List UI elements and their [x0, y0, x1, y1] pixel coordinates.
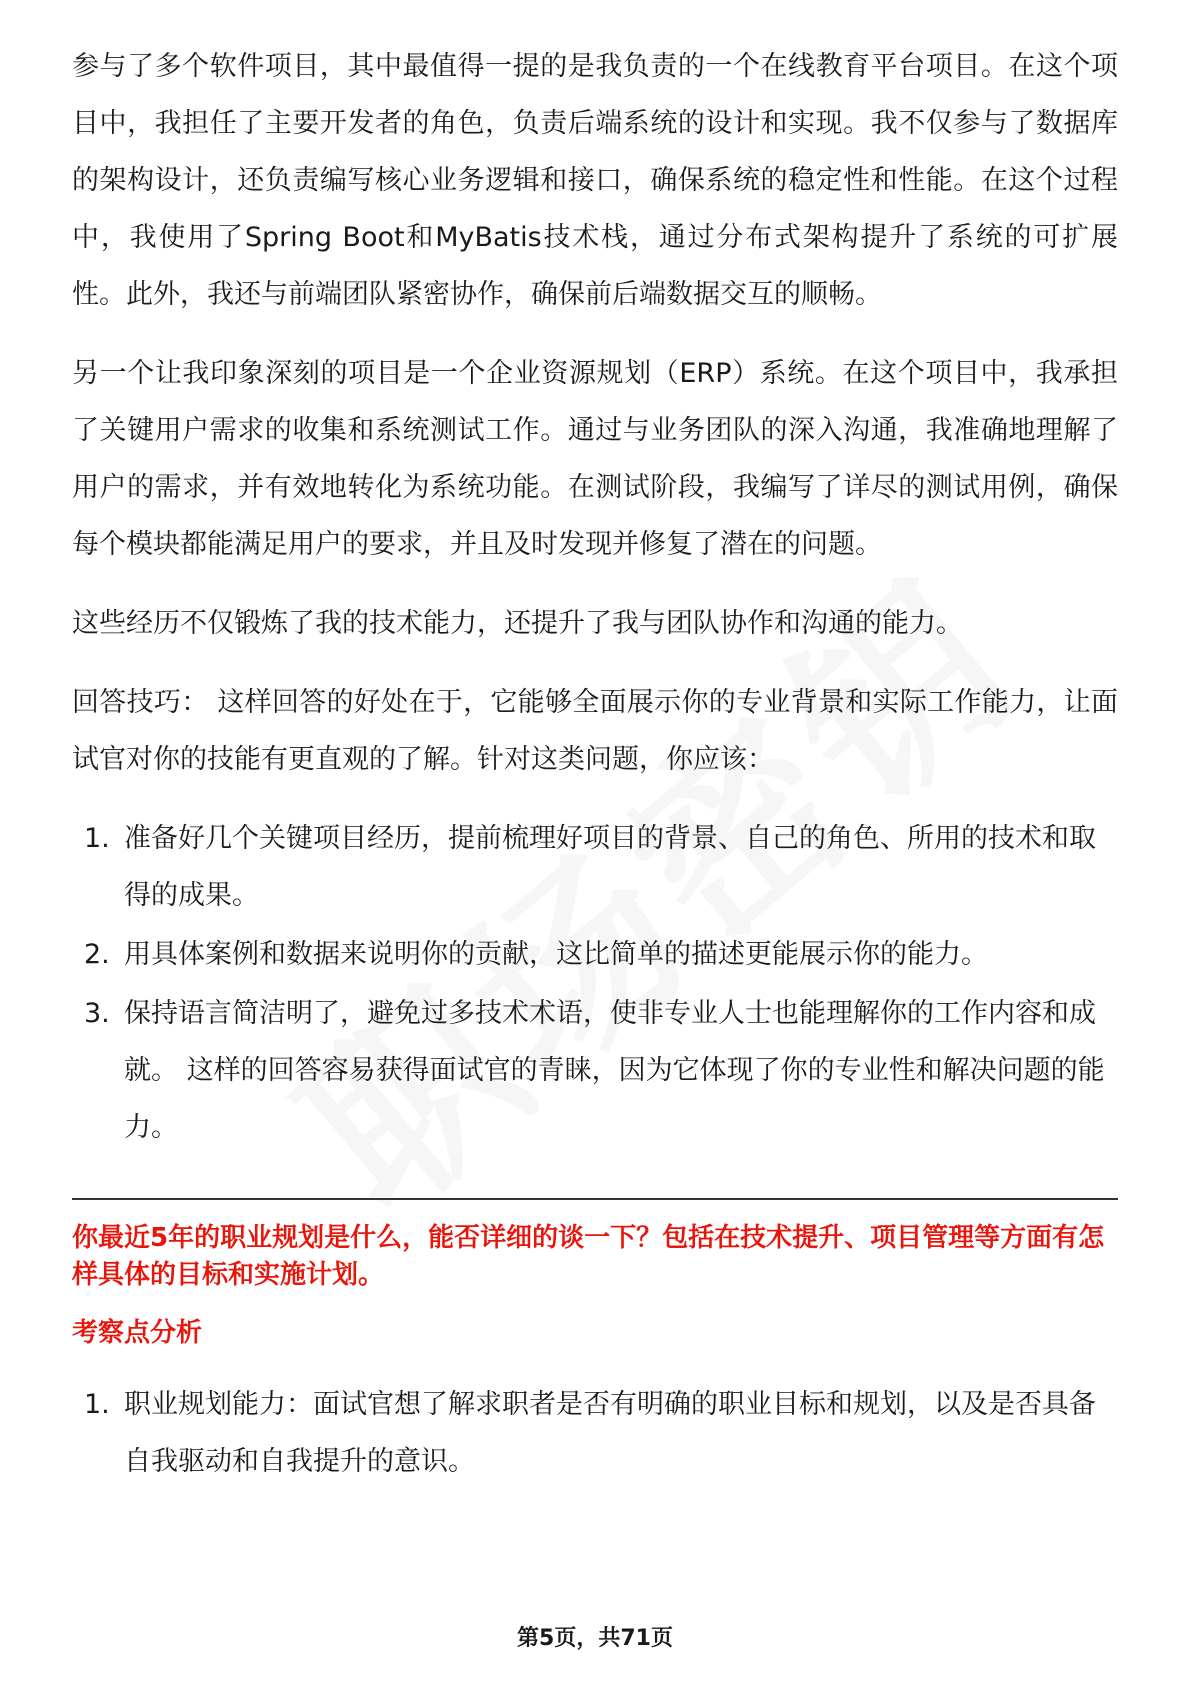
tips-list	[72, 810, 1118, 1156]
list-item	[72, 926, 1118, 983]
list-text: 职业规划能力：面试官想了解求职者是否有明确的职业目标和规划，以及是否具备自我驱动和自我提升的意识。	[124, 1389, 1096, 1477]
page-footer: 第5页，共71页	[517, 1626, 673, 1651]
analysis-list	[72, 1376, 1118, 1490]
section-divider	[72, 1198, 1118, 1200]
list-number: 1.	[84, 1389, 110, 1420]
list-number: 2.	[84, 939, 110, 970]
list-item	[72, 985, 1118, 1156]
paragraph-summary: 这些经历不仅锻炼了我的技术能力，还提升了我与团队协作和沟通的能力。	[72, 608, 963, 639]
list-item	[72, 810, 1118, 924]
paragraph-project-1: 参与了多个软件项目，其中最值得一提的是我负责的一个在线教育平台项目。在这个项目中，我担任了主要开发者的角色，负责后端系统的设计和实现。我不仅参与了数据库的架构设计，还负责编写核心业务逻辑和接口，确保系统的稳定性和性能。在这个过程中，我使用了Spring Boot和MyBatis技术栈，通过分布式架构提升了系统的可扩展性。此外，我还与前端团队紧密协作，确保前后端数据交互的顺畅。	[72, 51, 1118, 310]
question-heading: 你最近5年的职业规划是什么，能否详细的谈一下？包括在技术提升、项目管理等方面有怎样具体的目标和实施计划。	[72, 1223, 1105, 1290]
paragraph-project-2: 另一个让我印象深刻的项目是一个企业资源规划（ERP）系统。在这个项目中，我承担了关键用户需求的收集和系统测试工作。通过与业务团队的深入沟通，我准确地理解了用户的需求，并有效地转化为系统功能。在测试阶段，我编写了详尽的测试用例，确保每个模块都能满足用户的要求，并且及时发现并修复了潜在的问题。	[72, 358, 1118, 560]
list-item	[72, 1376, 1118, 1490]
list-text: 准备好几个关键项目经历，提前梳理好项目的背景、自己的角色、所用的技术和取得的成果。	[124, 823, 1096, 911]
analysis-heading: 考察点分析	[72, 1318, 203, 1348]
document-page	[72, 38, 1118, 1492]
list-number: 3.	[84, 998, 110, 1029]
paragraph-answer-tips: 回答技巧： 这样回答的好处在于，它能够全面展示你的专业背景和实际工作能力，让面试官对你的技能有更直观的了解。针对这类问题，你应该：	[72, 687, 1118, 775]
list-text: 保持语言简洁明了，避免过多技术术语，使非专业人士也能理解你的工作内容和成就。 这样的回答容易获得面试官的青睐，因为它体现了你的专业性和解决问题的能力。	[124, 998, 1105, 1143]
list-number: 1.	[84, 823, 110, 854]
list-text: 用具体案例和数据来说明你的贡献，这比简单的描述更能展示你的能力。	[124, 939, 988, 970]
